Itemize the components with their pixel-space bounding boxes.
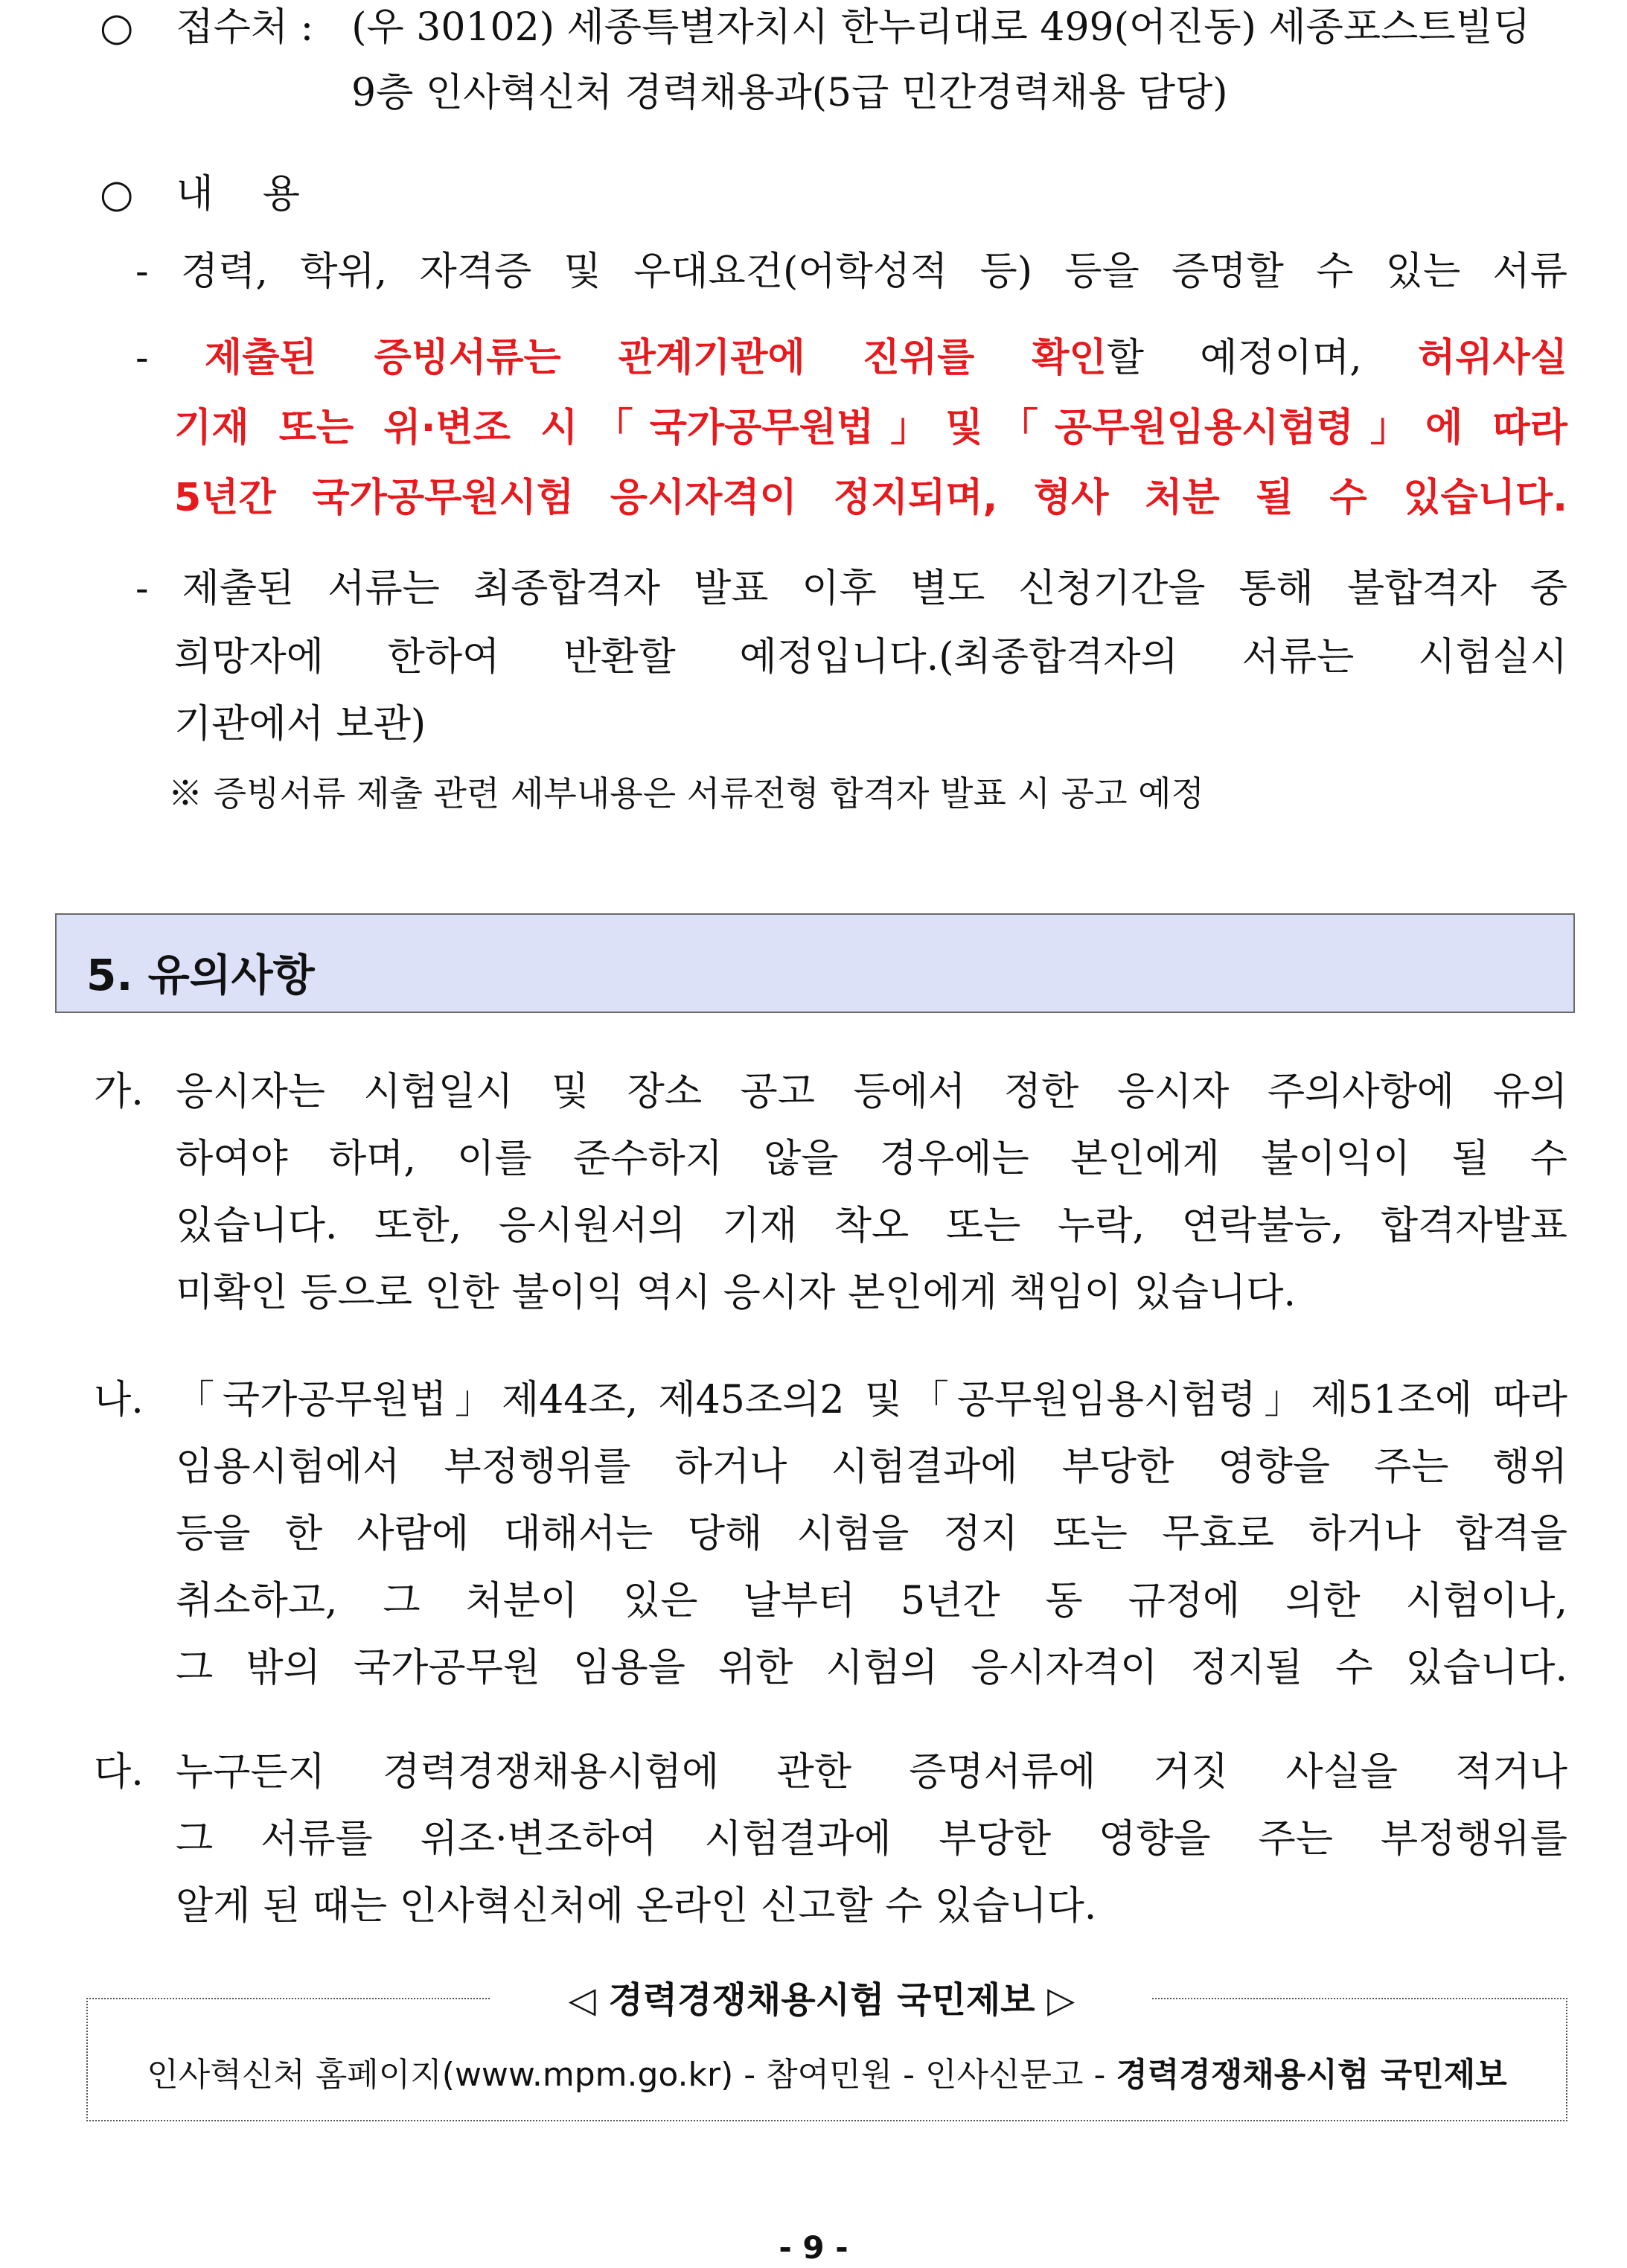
reception-label: 접수처 : (176, 5, 314, 50)
item-na-line-4: 취소하고, 그 처분이 있은 날부터 5년간 동 규정에 의한 시험이나, (176, 1579, 1567, 1623)
item-na-line-1: 「국가공무원법」제44조, 제45조의2 및「공무원임용시험령」제51조에 따라 (176, 1378, 1567, 1422)
content-heading (100, 173, 300, 217)
item-ga-line-2: 하여야 하며, 이를 준수하지 않을 경우에는 본인에게 불이익이 될 수 (176, 1137, 1567, 1181)
item-da-marker: 다. (94, 1750, 144, 1795)
section-header (55, 913, 1575, 1013)
warning-text: 허위사실 (1418, 336, 1568, 380)
bullet-icon: ○ (100, 5, 134, 50)
content-note: ※ 증빙서류 제출 관련 세부내용은 서류전형 합격자 발표 시 공고 예정 (168, 773, 1204, 814)
reception-address: (우 30102) 세종특별자치시 한누리대로 499(어진동) 세종포스트빌딩 (351, 5, 1531, 50)
reception-line-1 (100, 6, 1567, 51)
item-ga-line-1: 응시자는 시험일시 및 장소 공고 등에서 정한 응시자 주의사항에 유의 (176, 1070, 1567, 1114)
content-item-3-line-2: 희망자에 한하여 반환할 예정입니다.(최종합격자의 서류는 시험실시 (174, 635, 1567, 680)
bullet-icon: ○ (100, 172, 134, 217)
content-item-3-line-1: - 제출된 서류는 최종합격자 발표 이후 별도 신청기간을 통해 불합격자 중 (135, 566, 1567, 611)
item-da-line-3: 알게 된 때는 인사혁신처에 온라인 신고할 수 있습니다. (176, 1884, 1097, 1929)
content-item-3-line-3: 기관에서 보관) (174, 702, 426, 747)
content-label: 내 용 (176, 172, 301, 217)
section-title: 5. 유의사항 (86, 950, 315, 1000)
content-item-2-line-2: 기재 또는 위·변조 시「국가공무원법」및「공무원임용시험령」에 따라 (174, 406, 1567, 450)
item-na-marker: 나. (94, 1378, 144, 1422)
content-item-2-line-3: 5년간 국가공무원시험 응시자격이 정지되며, 형사 처분 될 수 있습니다. (174, 476, 1567, 520)
report-box-title: ◁ 경력경쟁채용시험 국민제보 ▷ (491, 1974, 1152, 2026)
content-item-2-line-1: - 제출된 증빙서류는 관계기관에 진위를 확인할 예정이며, 허위사실 (135, 336, 1568, 380)
item-na-line-3: 등을 한 사람에 대해서는 당해 시험을 정지 또는 무효로 하거나 합격을 (176, 1512, 1567, 1556)
page-number: - 9 - (779, 2229, 848, 2266)
item-ga-marker: 가. (94, 1070, 144, 1114)
report-path-text: 인사혁신처 홈페이지(www.mpm.go.kr) - 참여민원 - 인사신문고 - (147, 2056, 1116, 2094)
report-path-emphasis: 경력경쟁채용시험 국민제보 (1116, 2056, 1507, 2094)
item-na-line-5: 그 밖의 국가공무원 임용을 위한 시험의 응시자격이 정지될 수 있습니다. (176, 1646, 1567, 1690)
item-da-line-1: 누구든지 경력경쟁채용시험에 관한 증명서류에 거짓 사실을 적거나 (176, 1750, 1567, 1795)
reception-line-2: 9층 인사혁신처 경력채용과(5급 민간경력채용 담당) (351, 71, 1228, 115)
item-da-line-2: 그 서류를 위조·변조하여 시험결과에 부당한 영향을 주는 부정행위를 (176, 1817, 1567, 1862)
warning-text: 제출된 증빙서류는 관계기관에 진위를 확인 (204, 336, 1107, 380)
report-path (86, 2048, 1567, 2095)
content-item-1: - 경력, 학위, 자격증 및 우대요건(어학성적 등) 등을 증명할 수 있는 서류 (135, 249, 1567, 294)
item-ga-line-4: 미확인 등으로 인한 불이익 역시 응시자 본인에게 책임이 있습니다. (176, 1271, 1297, 1315)
item-ga-line-3: 있습니다. 또한, 응시원서의 기재 착오 또는 누락, 연락불능, 합격자발표 (176, 1204, 1567, 1248)
item-na-line-2: 임용시험에서 부정행위를 하거나 시험결과에 부당한 영향을 주는 행위 (176, 1445, 1567, 1489)
